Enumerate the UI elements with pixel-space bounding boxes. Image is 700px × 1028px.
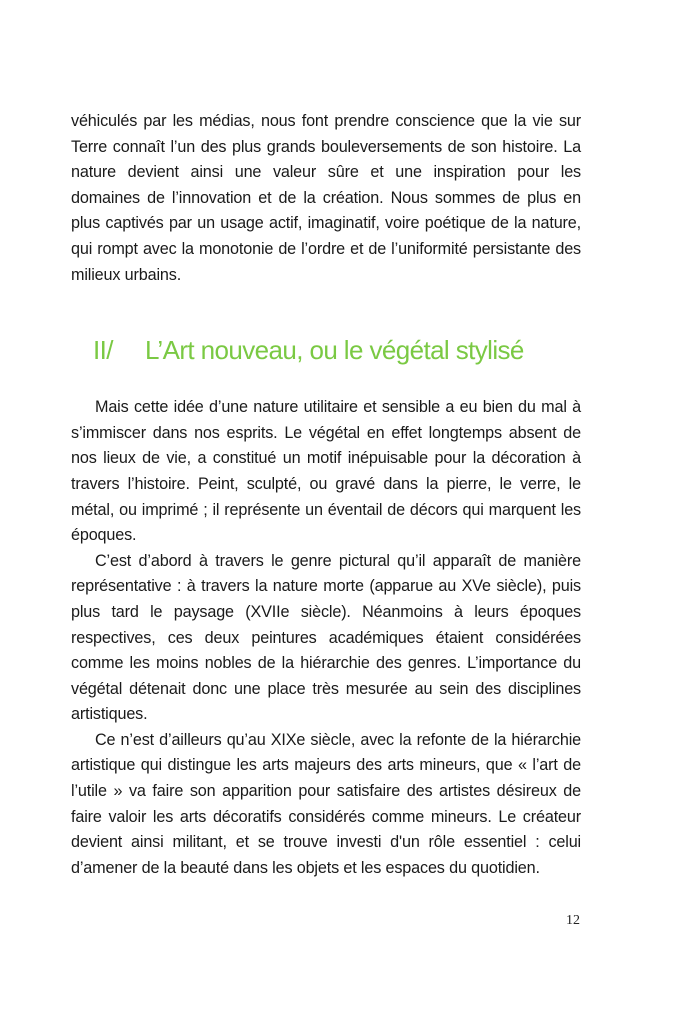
section-heading (71, 333, 581, 367)
body-paragraph: Ce n’est d’ailleurs qu’au XIXe siècle, avec la refonte de la hiérarchie artistique qui distingue les arts majeurs des arts mineurs, que « l’art de l’utile » va faire son apparition pour satisfaire des artistes désireux de faire valoir les arts décoratifs considérés comme mineurs. Le créateur devient ainsi militant, et se trouve investi d'un rôle essentiel : celui d’amener de la beauté dans les objets et les espaces du quotidien. (71, 730, 581, 877)
document-page (71, 109, 581, 881)
body-paragraph: Mais cette idée d’une nature utilitaire et sensible a eu bien du mal à s’immiscer dans nos esprits. Le végétal en effet longtemps absent de nos lieux de vie, a constitué un motif inépuisable pour la décoration à travers l’histoire. Peint, sculpté, ou gravé dans la pierre, le verre, le métal, ou imprimé ; il représente un éventail de décors qui marquent les époques. (71, 398, 581, 545)
section-number: II/ (93, 335, 113, 366)
section-title: L’Art nouveau, ou le végétal stylisé (145, 335, 524, 366)
page-number: 12 (566, 913, 580, 928)
section-body (71, 395, 581, 881)
body-paragraph: C’est d’abord à travers le genre pictural qu’il apparaît de manière représentative : à travers la nature morte (apparue au XVe siècle), puis plus tard le paysage (XVIIe siècle). Néanmoins à leurs époques respectives, ces deux peintures académiques étaient considérées comme les moins nobles de la hiérarchie des genres. L’importance du végétal détenait donc une place très mesurée au sein des disciplines artistiques. (71, 551, 581, 724)
intro-paragraph: véhiculés par les médias, nous font prendre conscience que la vie sur Terre connaît l’un des plus grands bouleversements de son histoire. La nature devient ainsi une valeur sûre et une inspiration pour les domaines de l’innovation et de la création. Nous sommes de plus en plus captivés par un usage actif, imaginatif, voire poétique de la nature, qui rompt avec la monotonie de l’ordre et de l’uniformité persistante des milieux urbains. (71, 112, 581, 284)
